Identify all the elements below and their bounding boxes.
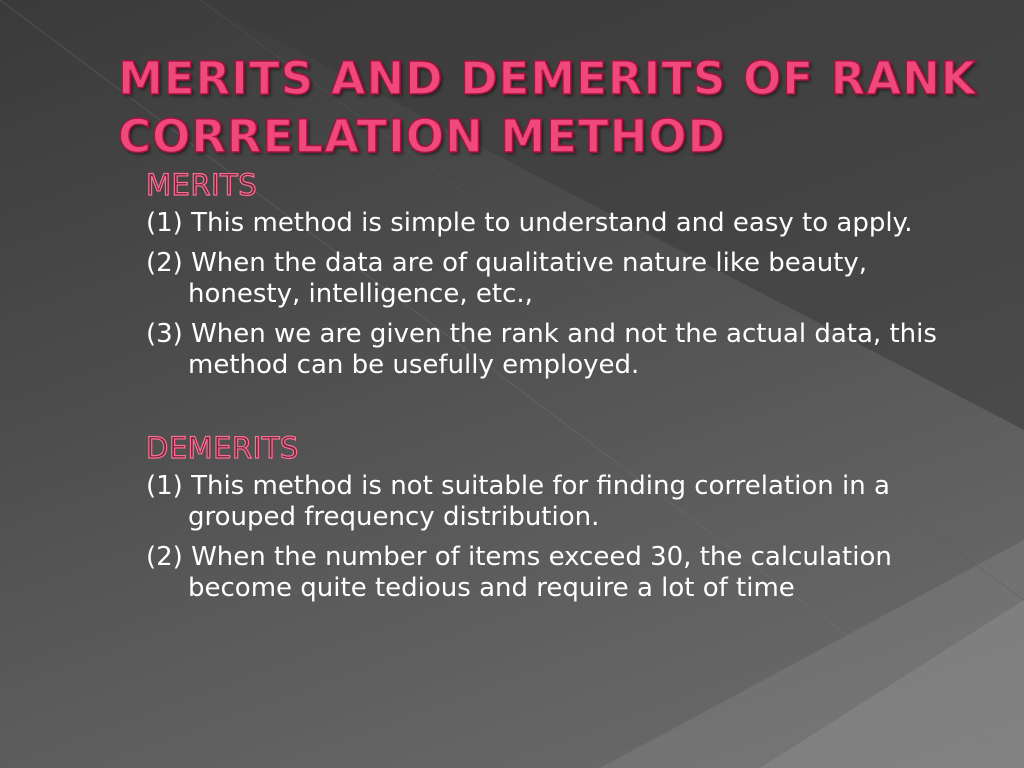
merits-list [146, 208, 966, 381]
demerits-heading: DEMERITS [146, 431, 299, 465]
slide-content [146, 168, 966, 613]
merits-item: (3) When we are given the rank and not the actual data, this method can be usefully employed. [146, 319, 937, 380]
merits-item: (2) When the data are of qualitative nature like beauty, honesty, intelligence, etc., [146, 248, 868, 309]
demerits-list [146, 471, 966, 604]
merits-heading: MERITS [146, 168, 258, 202]
slide-title: MERITS AND DEMERITS OF RANK CORRELATION METHOD [118, 52, 977, 163]
demerits-item: (1) This method is not suitable for finding correlation in a grouped frequency distribution. [146, 471, 890, 532]
demerits-item: (2) When the number of items exceed 30, the calculation become quite tedious and require a lot of time [146, 542, 892, 603]
merits-item: (1) This method is simple to understand and easy to apply. [146, 208, 913, 238]
